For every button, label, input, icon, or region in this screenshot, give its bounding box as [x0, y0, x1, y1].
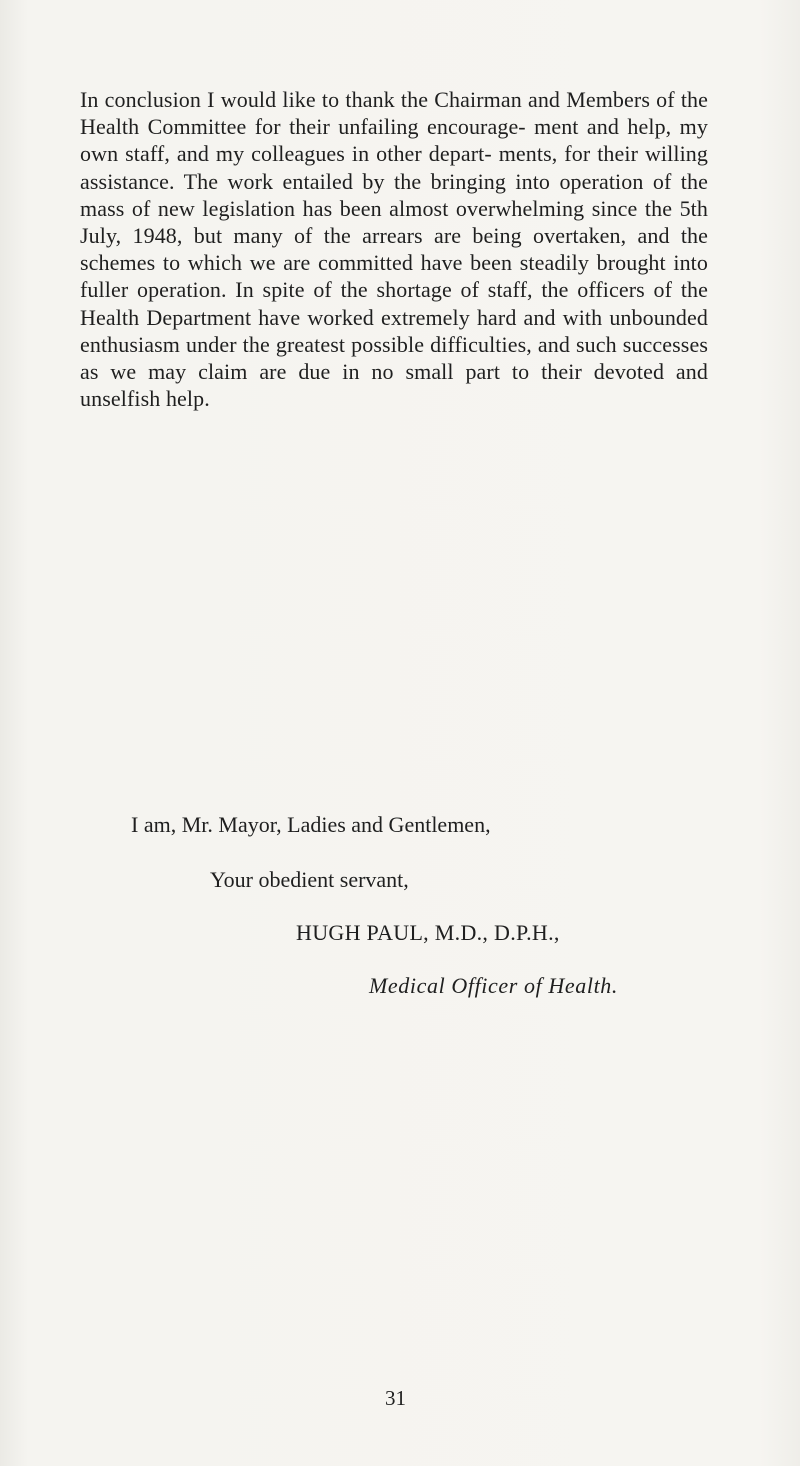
signature-name: HUGH PAUL, M.D., D.P.H.,: [296, 920, 560, 945]
valediction: Your obedient servant,: [210, 867, 409, 892]
body-paragraph: In conclusion I would like to thank the Chairman and Members of the Health Committee for their unfailing encourage- ment and help, my own staff, and my colleagues in other depart- ments, for their willing assistance. The work entailed by the bringing into operation of the mass of new legislation has been almost overwhelming since the 5th July, 1948, but many of the arrears are being overtaken, and the schemes to which we are committed have been steadily brought into fuller operation. In spite of the shortage of staff, the officers of the Health Department have worked extremely hard and with unbounded enthusiasm under the greatest possible difficulties, and such successes as we may claim are due in no small part to their devoted and unselfish help.: [80, 87, 708, 412]
page-number: 31: [385, 1386, 406, 1410]
closing-salutation: I am, Mr. Mayor, Ladies and Gentlemen,: [131, 812, 491, 837]
signature-title: Medical Officer of Health.: [369, 973, 618, 998]
